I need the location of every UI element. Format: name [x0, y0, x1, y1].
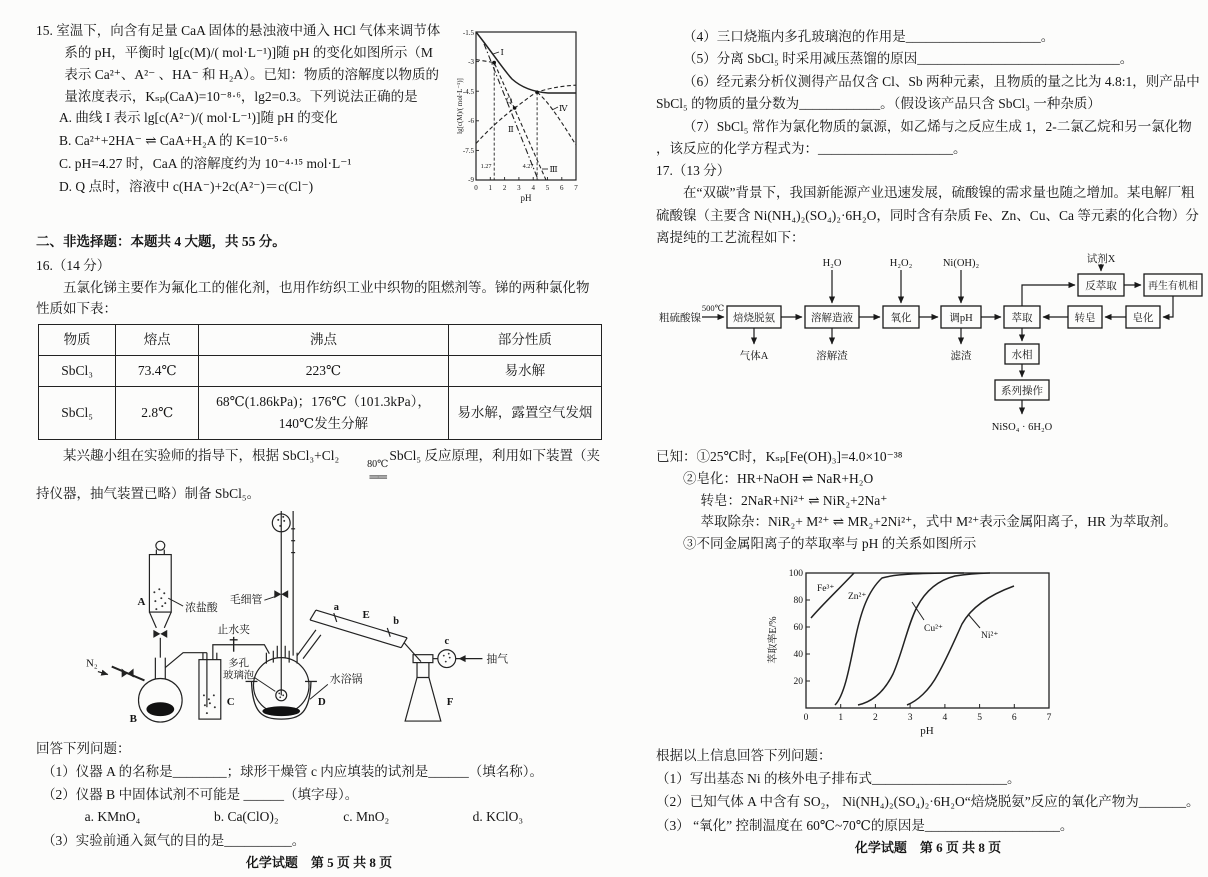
n2-arrow: [98, 672, 108, 675]
label-E: E: [362, 609, 370, 622]
fe-label: Fe³⁺: [817, 584, 835, 595]
svg-text:6: 6: [560, 184, 564, 192]
cell: SbCl₃: [39, 356, 116, 387]
section-2-header: 二、非选择题：本题共 4 大题，共 55 分。: [36, 233, 286, 249]
q16-sub4: （4）三口烧瓶内多孔玻璃泡的作用是____________________。: [683, 29, 1055, 44]
svg-text:Ⅰ: Ⅰ: [500, 47, 504, 57]
extraction-chart: [764, 558, 1200, 745]
soap-label: 转皂: [1074, 312, 1096, 324]
oxidize-label: 氧化: [890, 312, 912, 324]
svg-text:7: 7: [574, 184, 578, 192]
suction-label: 抽气: [486, 653, 509, 666]
q16-sub7: （7）SbCl₅ 常作为氯化物质的氯源，如乙烯与之反应生成 1，2-二氯乙烷和另一氯化物 ，该反应的化学方程式为：____________________。: [656, 118, 1192, 157]
svg-text:20: 20: [793, 677, 803, 688]
cell: SbCl₅: [39, 387, 116, 440]
page-6-footer: 化学试题 第 6 页 共 8 页: [854, 839, 1002, 855]
label-F: F: [446, 696, 454, 709]
svg-text:4.27: 4.27: [522, 163, 534, 170]
bottle-C-dots: [203, 694, 216, 714]
q16-reaction-paragraph: [36, 445, 602, 505]
svg-text:-9: -9: [468, 176, 474, 184]
page-5-footer: 化学试题 第 5 页 共 8 页: [245, 855, 393, 871]
series-label: 系列操作: [1001, 385, 1043, 397]
question-15: [36, 20, 602, 227]
svg-text:4: 4: [942, 713, 948, 724]
svg-text:Q: Q: [506, 95, 513, 105]
aqueous-label: 水相: [1011, 349, 1033, 361]
label-C: C: [226, 696, 235, 709]
table-row-sbcl5: [39, 387, 602, 440]
n2-label: N₂: [85, 657, 98, 670]
q15-stem: 15. 室温下，向含有足量 CaA 固体的悬浊液中通入 HCl 气体来调节体系的 pH，平衡时 lg[c(M)/( mol·L⁻¹)]随 pH 的变化如图所示（M 表示 Ca²⁺、A²⁻ 、HA⁻ 和 H₂A）。已知：物质的溶解度以物质的量浓度表示，Kₛₚ(CaA)=10⁻⁸·⁶，lg2=0.3。下列说法正确的是: [36, 23, 441, 104]
dissolve-label: 溶解造液: [811, 312, 853, 324]
temp-label: 500℃: [701, 302, 725, 313]
chart-ylabel: 萃取率E/%: [768, 616, 779, 664]
rxn-pre: 某兴趣小组在实验师的指导下，根据 SbCl₃+Cl₂: [63, 447, 340, 463]
flowchart-svg: [656, 254, 1204, 438]
svg-text:60: 60: [793, 623, 803, 634]
strip-label: 反萃取: [1085, 280, 1117, 292]
roast-label: 焙烧脱氨: [733, 312, 775, 324]
porous-leader: [254, 677, 275, 691]
capillary-leader: [264, 596, 276, 600]
nozzle-a-label: a: [333, 602, 339, 614]
curve-II: [484, 44, 538, 180]
q17-header: 17.（13 分）: [656, 163, 731, 179]
porous-bubble-label-1: 多孔: [228, 658, 250, 670]
q17-intro: 在“双碳”背景下，我国新能源产业迅速发展，硫酸镍的需求量也随之增加。某电解厂粗硫酸镍（主要含 Ni(NH₄)₂(SO₄)₂·6H₂O，同时含有杂质 Fe、Zn、Cu、Ca 等元素的化合物）分离提纯的工艺流程如下：: [656, 185, 1199, 246]
h2o2-label: H₂O₂: [889, 257, 913, 269]
porous-bubble-label-2: 玻璃泡: [223, 670, 255, 682]
condenser: [297, 610, 421, 662]
equals-sign: ══: [369, 469, 386, 485]
svg-text:7: 7: [1046, 713, 1052, 724]
option-a: a. KMnO₄: [84, 809, 141, 825]
svg-text:5: 5: [545, 184, 550, 192]
residue1-label: 溶解渣: [816, 350, 848, 362]
col-melting: 熔点: [116, 325, 199, 356]
question-15-text: [36, 20, 448, 227]
chart-frame: [806, 573, 1049, 708]
label-B: B: [129, 713, 137, 726]
q16-ask: 回答下列问题：: [36, 740, 131, 756]
col-boiling: 沸点: [199, 325, 448, 356]
q16-sub3: （3）实验前通入氮气的目的是__________。: [42, 833, 306, 849]
q16-sub6: （6）经元素分析仪测得产品仅含 Cl、Sb 两种元素，且物质的量之比为 4.8:1，则产品中 SbCl₅ 的物质的量分数为____________。（假设该产品只含 SbCl₃ 一种杂质）: [656, 73, 1200, 112]
table-header-row: [39, 325, 602, 356]
chart-xtick-labels: [804, 713, 1052, 723]
col-substance: 物质: [39, 325, 116, 356]
q15-option-b: B. Ca²⁺+2HA⁻ ⇌ CaA+H₂A 的 K=10⁻⁵·⁶: [58, 133, 288, 149]
q15-option-a: A. 曲线 I 表示 lg[c(A²⁻)/( mol·L⁻¹)]随 pH 的变化: [58, 110, 338, 126]
extract-label: 萃取: [1011, 312, 1033, 324]
nioh2-label: Ni(OH)₂: [942, 257, 980, 269]
bulb-c-dots: [443, 653, 451, 663]
curve-ni: [907, 586, 1014, 705]
q17-sub2: （2）已知气体 A 中含有 SO₂， Ni(NH₄)₂(SO₄)₂·6H₂O“焙烧脱氨”反应的氧化产物为_______。: [656, 794, 1200, 810]
q16-sub1: （1）仪器 A 的名称是________；球形干燥管 c 内应填装的试剂是______（填名称）。: [42, 763, 544, 779]
option-c: c. MnO₂: [343, 809, 390, 825]
bulb-c-label: c: [444, 635, 450, 647]
cell: 68℃(1.86kPa)；176℃（101.3kPa），140℃发生分解: [199, 387, 448, 440]
nozzle-b-label: b: [393, 615, 400, 627]
leader-I: [493, 52, 499, 54]
q15-points: [492, 61, 539, 110]
svg-text:4: 4: [531, 184, 535, 192]
known-line-2: ②皂化：HR+NaOH ⇌ NaR+H₂O: [683, 470, 874, 486]
svg-text:2: 2: [873, 713, 878, 724]
svg-text:-3: -3: [468, 58, 474, 66]
water-bath-label: 水浴锅: [329, 673, 363, 686]
table-row-sbcl3: [39, 356, 602, 387]
q16-intro: 五氯化锑主要作为氟化工的催化剂，也用作纺织工业中织物的阻燃剂等。锑的两种氯化物性质如下表：: [36, 279, 590, 317]
apparatus-svg: [50, 507, 566, 731]
flow-labels: [659, 252, 1198, 433]
page-6: [612, 0, 1208, 855]
regen-label: 再生有机相: [1148, 280, 1198, 292]
chart-ytick-labels: [789, 569, 804, 687]
col-properties: 部分性质: [448, 325, 601, 356]
svg-text:0: 0: [803, 713, 809, 724]
ni-label: Ni²⁺: [981, 631, 999, 642]
cell: 2.8℃: [116, 387, 199, 440]
q17-ask: 根据以上信息回答下列问题：: [656, 748, 832, 764]
flask-F: [405, 650, 482, 721]
funnel-liquid-dots: [153, 588, 166, 610]
dropping-funnel: [149, 541, 171, 657]
svg-text:-4.5: -4.5: [462, 88, 474, 96]
chloride-property-table: [38, 324, 602, 439]
residue2-label: 滤渣: [950, 350, 972, 362]
svg-text:3: 3: [907, 713, 913, 724]
reaction-condition: [340, 460, 388, 483]
cell: 73.4℃: [116, 356, 199, 387]
pinch-clamp-label: 止水夹: [217, 623, 251, 636]
leader-IV: [552, 107, 558, 110]
hcl-leader: [168, 598, 183, 606]
q16-sub5: （5）分离 SbCl₅ 时采用减压蒸馏的原因______________________________。: [683, 51, 1134, 67]
q15-xtick-labels: [474, 184, 578, 192]
svg-text:80: 80: [793, 596, 803, 607]
adjust-ph-label: 调pH: [949, 312, 973, 324]
q17-sub3: （3） “氧化” 控制温度在 60℃~70℃的原因是____________________。: [656, 817, 1074, 833]
q17-sub1: （1）写出基态 Ni 的核外电子排布式____________________。: [656, 771, 1021, 787]
conc-hcl-label: 浓盐酸: [185, 602, 218, 615]
svg-text:1: 1: [838, 713, 844, 724]
cell: 223℃: [199, 356, 448, 387]
q15-ticks: [476, 32, 562, 180]
svg-text:6: 6: [1011, 713, 1017, 724]
q16-header: 16.（14 分）: [36, 257, 111, 273]
svg-text:1.27: 1.27: [480, 163, 492, 170]
flask-B-liquid: [146, 702, 174, 716]
known-line-5: ③不同金属阳离子的萃取率与 pH 的关系如图所示: [683, 535, 977, 551]
known-line-3: 转皂：2NaR+Ni²⁺ ⇌ NiR₂+2Na⁺: [700, 492, 888, 508]
feed-label: 粗硫酸镍: [659, 312, 701, 324]
q15-vline-labels: [481, 163, 534, 170]
svg-text:-1.5: -1.5: [462, 29, 474, 37]
process-flowchart: [656, 254, 1200, 445]
cell: 易水解，露置空气发烟: [448, 387, 601, 440]
funnel-stopcock: [153, 630, 167, 638]
q15-ylabel: lg[c(M)/( mol·L⁻¹)]: [456, 78, 464, 134]
svg-text:Ⅱ: Ⅱ: [508, 124, 514, 134]
svg-text:0: 0: [474, 184, 478, 192]
suction-arrowhead: [459, 655, 466, 662]
svg-text:-6: -6: [468, 117, 474, 125]
q16-sub2-options: [85, 806, 602, 829]
q15-option-d: D. Q 点时，溶液中 c(HA⁻)+2c(A²⁻)＝c(Cl⁻): [58, 179, 314, 195]
reagent-x-label: 试剂X: [1086, 253, 1116, 265]
curve-IV: [537, 92, 576, 145]
chart-xlabel: pH: [920, 725, 934, 738]
extraction-chart-svg: [764, 558, 1064, 738]
cell: 易水解: [448, 356, 601, 387]
curve-cu: [858, 573, 990, 705]
product-label: NiSO₄ · 6H₂O: [991, 421, 1053, 433]
known-line-4: 萃取除杂：NiR₂+ M²⁺ ⇌ MR₂+2Ni²⁺，式中 M²⁺表示金属阳离子，HR 为萃取剂。: [700, 514, 1177, 530]
q15-xlabel: pH: [520, 193, 532, 203]
svg-text:2: 2: [502, 184, 507, 192]
q15-option-c: C. pH=4.27 时，CaA 的溶解度约为 10⁻⁴·¹⁵ mol·L⁻¹: [58, 156, 352, 172]
q15-ytick-labels: [463, 29, 475, 184]
svg-text:40: 40: [793, 650, 803, 661]
rxn-post: SbCl₅ 反应原理，利用如下装置（夹持仪器，抽气装置已略）制备 SbCl₅。: [36, 447, 600, 502]
known-info: [656, 446, 1200, 554]
label-A: A: [137, 596, 146, 609]
q15-graph-svg: [454, 22, 596, 220]
water-bath-heat: [262, 706, 300, 716]
apparatus-diagram: [50, 507, 602, 738]
option-d: d. KClO₃: [472, 809, 524, 825]
label-D: D: [317, 696, 326, 709]
svg-text:-7.5: -7.5: [462, 147, 474, 155]
cu-label: Cu²⁺: [924, 624, 943, 635]
svg-text:1: 1: [488, 184, 493, 192]
capillary-label: 毛细管: [229, 594, 263, 607]
svg-text:Ⅲ: Ⅲ: [549, 164, 558, 174]
water-label: H₂O: [822, 257, 842, 269]
rxn-temp: 80℃: [367, 459, 389, 471]
svg-text:3: 3: [517, 184, 521, 192]
gas-a-label: 气体A: [739, 350, 769, 362]
known-line-1: 已知：①25℃时，Kₛₚ[Fe(OH)₃]=4.0×10⁻³⁸: [656, 449, 903, 465]
saponify-label: 皂化: [1132, 312, 1154, 324]
ni-leader: [968, 614, 980, 628]
option-b: b. Ca(ClO)₂: [213, 809, 279, 825]
svg-text:100: 100: [788, 569, 803, 580]
curve-rising: [476, 85, 576, 143]
zn-label: Zn²⁺: [848, 592, 867, 603]
q15-graph: [448, 20, 602, 227]
q16-sub2: （2）仪器 B 中固体试剂不可能是 ______（填字母）。: [42, 786, 359, 802]
svg-text:5: 5: [977, 713, 982, 724]
flow-boxes: [727, 274, 1202, 400]
svg-text:Ⅳ: Ⅳ: [559, 103, 568, 113]
